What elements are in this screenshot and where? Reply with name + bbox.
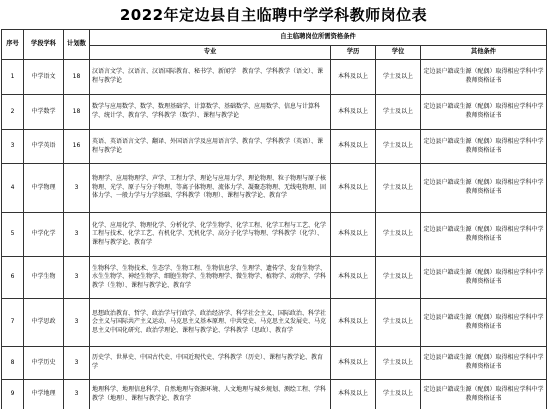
cell-subject: 中学物理 [24,164,64,213]
header-count: 计划数 [64,30,90,60]
header-subject: 学段学科 [24,30,64,60]
cell-education: 本科及以上 [331,60,376,95]
cell-count: 3 [64,299,90,347]
cell-education: 本科及以上 [331,164,376,213]
header-other: 其他条件 [421,46,547,60]
cell-count: 3 [64,380,90,409]
cell-subject: 中学语文 [24,60,64,95]
cell-seq: 5 [2,213,24,257]
table-row [2,299,547,347]
cell-other: 定边县户籍或生源（配偶）取得相应学科中学教师资格证书 [421,380,547,409]
cell-subject: 中学数学 [24,95,64,130]
cell-degree: 学士及以上 [376,257,421,299]
cell-degree: 学士及以上 [376,380,421,409]
cell-count: 18 [64,95,90,130]
cell-seq: 7 [2,299,24,347]
cell-major: 思想政治教育、哲学、政治学与行政学、政治经济学、科学社会主义、国际政治、科学社会主义与国际共产主义运动、马克思主义基本原理、中共党史、马克思主义发展史、马克思主义中国化研究、政治学理论、课程与教学论、学科教学（思政）、教育学 [90,299,331,347]
cell-other: 定边县户籍或生源（配偶）取得相应学科中学教师资格证书 [421,299,547,347]
cell-count: 3 [64,257,90,299]
table-row [2,257,547,299]
cell-count: 3 [64,164,90,213]
cell-seq: 8 [2,347,24,380]
cell-education: 本科及以上 [331,213,376,257]
cell-major: 数学与应用数学、数学、数理基础学、计算数学、基础数学、应用数学、信息与计算科学、统计学、教育学、学科教学（数学）、课程与教学论 [90,95,331,130]
cell-degree: 学士及以上 [376,164,421,213]
cell-major: 历史学、世界史、中国古代史、中国近现代史、学科教学（历史）、课程与教学论、教育学 [90,347,331,380]
cell-degree: 学士及以上 [376,213,421,257]
cell-degree: 学士及以上 [376,60,421,95]
cell-count: 3 [64,213,90,257]
cell-other: 定边县户籍或生源（配偶）取得相应学科中学教师资格证书 [421,95,547,130]
cell-degree: 学士及以上 [376,130,421,164]
cell-education: 本科及以上 [331,347,376,380]
table-row [2,130,547,164]
header-major: 专业 [90,46,331,60]
cell-seq: 6 [2,257,24,299]
cell-other: 定边县户籍或生源（配偶）取得相应学科中学教师资格证书 [421,347,547,380]
cell-subject: 中学化学 [24,213,64,257]
table-row [2,347,547,380]
cell-seq: 2 [2,95,24,130]
cell-degree: 学士及以上 [376,299,421,347]
positions-table [1,29,547,409]
cell-other: 定边县户籍或生源（配偶）取得相应学科中学教师资格证书 [421,164,547,213]
cell-other: 定边县户籍或生源（配偶）取得相应学科中学教师资格证书 [421,60,547,95]
cell-degree: 学士及以上 [376,347,421,380]
cell-count: 18 [64,60,90,95]
cell-count: 3 [64,347,90,380]
cell-degree: 学士及以上 [376,95,421,130]
cell-education: 本科及以上 [331,380,376,409]
table-row [2,164,547,213]
cell-seq: 4 [2,164,24,213]
cell-seq: 9 [2,380,24,409]
header-degree: 学位 [376,46,421,60]
cell-major: 物理学、应用物理学、声学、工程力学、理论与应用力学、理论物理、粒子物理与原子核物理、光学、原子与分子物理、等离子体物理、流体力学、凝聚态物理、无线电物理、固体力学、一般力学与力学基础、学科教学（物理）、课程与教学论、教育学 [90,164,331,213]
cell-major: 化学、应用化学、物理化学、分析化学、化学生物学、化学工程、化学工程与工艺、化学工程与技术、化学工艺、有机化学、无机化学、高分子化学与物理、学科教学（化学）、课程与教学论、教育学 [90,213,331,257]
header-seq: 序号 [2,30,24,60]
cell-seq: 3 [2,130,24,164]
table-row [2,60,547,95]
cell-other: 定边县户籍或生源（配偶）取得相应学科中学教师资格证书 [421,130,547,164]
cell-education: 本科及以上 [331,299,376,347]
cell-subject: 中学历史 [24,347,64,380]
cell-count: 16 [64,130,90,164]
cell-major: 生物科学、生物技术、生态学、生物工程、生物信息学、生理学、遗传学、发育生物学、水生生物学、神经生物学、细胞生物学、生物物理学、微生物学、植物学、动物学、学科教学（生物）、课程与教学论、教育学 [90,257,331,299]
cell-subject: 中学地理 [24,380,64,409]
header-education: 学历 [331,46,376,60]
cell-subject: 中学英语 [24,130,64,164]
cell-other: 定边县户籍或生源（配偶）取得相应学科中学教师资格证书 [421,257,547,299]
cell-seq: 1 [2,60,24,95]
page-title: 2022年定边县自主临聘中学学科教师岗位表 [119,6,428,24]
cell-subject: 中学思政 [24,299,64,347]
table-row [2,95,547,130]
header-row-1 [2,30,547,46]
cell-major: 汉语言文学、汉语言、汉语国际教育、秘书学、新闻学 教育学、学科教学（语文）、课程与教学论 [90,60,331,95]
cell-subject: 中学生物 [24,257,64,299]
cell-major: 英语、英语语言文学、翻译、外国语言学及应用语言学、教育学、学科教学（英语）、课程与教学论 [90,130,331,164]
table-row [2,380,547,409]
cell-education: 本科及以上 [331,95,376,130]
table-row [2,213,547,257]
cell-education: 本科及以上 [331,257,376,299]
cell-major: 地理科学、地理信息科学、自然地理与资源环境、人文地理与城乡规划、测绘工程、学科教学（地理）、课程与教学论、教育学 [90,380,331,409]
cell-other: 定边县户籍或生源（配偶）取得相应学科中学教师资格证书 [421,213,547,257]
header-conditions-group: 自主临聘岗位所需资格条件 [90,30,547,46]
cell-education: 本科及以上 [331,130,376,164]
